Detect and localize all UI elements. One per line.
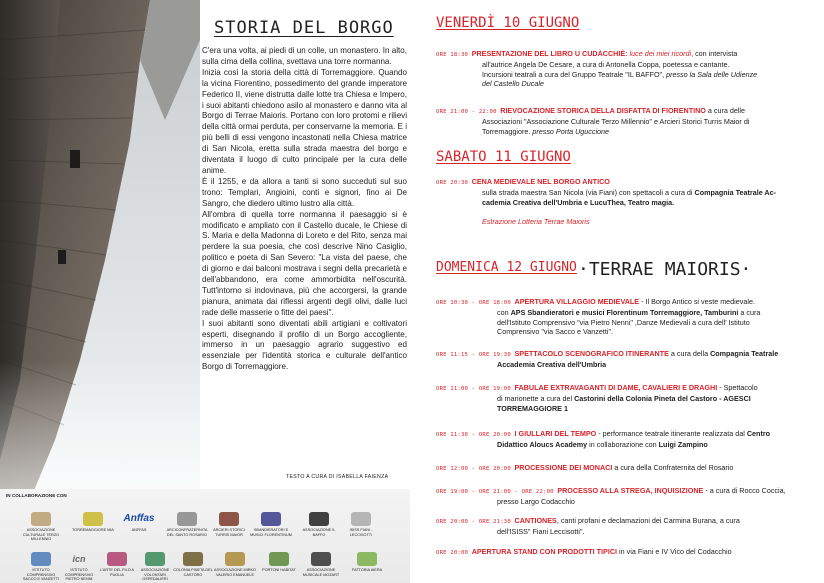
partner-logo-name: ISISS FIANI - LECCISOTTI — [349, 528, 373, 537]
event-text: luce dei miei ricordi — [629, 49, 692, 58]
event-text: Accademia Creativa dell'Umbria — [497, 360, 607, 370]
event-text: PROCESSO ALLA STREGA, INQUISIZIONE — [557, 486, 704, 495]
event-text: PRESENTAZIONE DEL LIBRO U CUDÀCCHIÈ: — [471, 49, 630, 58]
program-section — [424, 0, 824, 583]
partners-title: IN COLLABORAZIONE CON — [6, 493, 67, 498]
partner-logo-icon — [311, 552, 331, 566]
event-time: ORE 21:00 - 22:00 — [436, 109, 501, 115]
event-time: ORE 12:00 - ORE 20:00 — [436, 466, 515, 472]
event-item — [436, 106, 816, 136]
event-text: Centro — [746, 429, 771, 438]
event-text: a cura — [738, 308, 761, 318]
partner-logo — [250, 512, 292, 537]
partner-logo — [258, 552, 300, 573]
event-item — [436, 516, 816, 537]
partner-logo-icon — [357, 552, 377, 566]
partner-logo-name: ARCIERI STORICI TURRIS MAIOR — [213, 528, 245, 537]
event-time: ORE 20:00 — [436, 550, 472, 556]
event-text: sulla strada maestra San Nicola (via Fiani) con spettacoli a cura di — [482, 188, 695, 198]
event-text: Incursioni teatrali a cura del Gruppo Teatrale "IL BAFFO", — [482, 69, 667, 79]
event-text: con — [497, 308, 511, 318]
event-text: Compagnia Teatrale Ac- — [694, 188, 777, 198]
event-item — [436, 463, 816, 474]
partner-logo-icon — [183, 552, 203, 566]
event-text: - Spettacolo — [717, 383, 758, 392]
partner-logo-icon — [269, 552, 289, 566]
event-text: , canti profani e declamazioni dei Carmina Burana, a cura — [556, 516, 740, 525]
event-text: Comprensivo "via Sacco e Vanzetti". — [497, 327, 614, 337]
day-heading-saturday: SABATO 11 GIUGNO — [436, 149, 571, 165]
partner-logo — [58, 552, 100, 582]
event-text: - a cura di Rocco Coccia, — [703, 486, 786, 495]
event-text: - Il Borgo Antico si veste medievale. — [639, 297, 755, 306]
event-text: a cura della Confraternita del Rosario — [612, 463, 734, 472]
partner-logo-icon — [31, 512, 51, 526]
event-item — [436, 486, 816, 507]
partner-logo-name: ASSOCIAZIONE VOLONTARI OSPEDALIERI — [140, 568, 170, 581]
event-text: APERTURA STAND CON PRODOTTI TIPICI — [471, 547, 618, 556]
event-text: Torremaggiore. — [482, 126, 533, 136]
partner-logo — [20, 552, 62, 582]
story-paragraph: I suoi abitanti sono diventati abili artigiani e coltivatori esperti, disegnando il profilo di un Borgo accogliente, immerso in un paesaggio agrario suggestivo ed essenziale per l'identità storica e culturale dell'antico Borgo di Torremaggiore. — [202, 318, 407, 372]
event-text: APERTURA VILLAGGIO MEDIEVALE — [514, 297, 640, 306]
partner-logo-icon — [177, 512, 197, 526]
story-paragraph: C'era una volta, ai piedi di un colle, un monastero. In alto, sulla cima della collina, svettava una torre normanna. — [202, 46, 407, 66]
event-time: ORE 11:30 - ORE 20:00 — [436, 432, 515, 438]
partner-logo-name: ARCICONFRATERNITA DEL SANTO ROSARIO — [166, 528, 208, 537]
event-text: a cura della — [668, 349, 711, 358]
partner-logo-name: ASSOCIAZIONE IL BAFFO — [302, 528, 336, 537]
event-description — [436, 49, 757, 88]
terrae-maioris-brand: ·TERRAE MAIORIS· — [578, 259, 752, 280]
partner-logo — [346, 552, 388, 573]
partner-logo-icon — [145, 552, 165, 566]
partner-logo-name: TORREMAGGIORE MIA — [72, 528, 114, 532]
partner-logo — [72, 512, 114, 533]
event-text: SPETTACOLO SCENOGRAFICO ITINERANTE — [514, 349, 669, 358]
event-text: dell'Istituto Comprensivo "via Pietro Nenni" ,Danze Medievali a cura dell' Istituto — [497, 317, 750, 327]
event-text: - performance teatrale itinerante realizzata dal — [596, 429, 747, 438]
event-text: APS Sbandieratori e musici Florentinum Torremaggiore, Tamburini — [510, 308, 739, 318]
event-text: RIEVOCAZIONE STORICA DELLA DISFATTA DI FIORENTINO — [500, 106, 706, 115]
partner-logo-icon — [261, 512, 281, 526]
event-text: presso Largo Codacchio — [497, 497, 575, 507]
event-text: Associazioni "Associazione Culturale Terzo Millennio" e Arcieri Storici Turris Maior di — [482, 117, 750, 127]
partner-logo — [134, 552, 176, 582]
partner-logo-name: L'ARTE DEL FILO A PUGLIA — [99, 568, 135, 577]
day-heading-friday: VENERDÌ 10 GIUGNO — [436, 15, 580, 31]
event-text: a cura delle — [705, 106, 746, 115]
partner-logo — [20, 512, 62, 542]
day-heading-sunday: DOMENICA 12 GIUGNO — [436, 260, 577, 275]
story-body — [202, 46, 407, 373]
event-item — [436, 297, 816, 337]
event-text: del Castello Ducale — [482, 79, 544, 89]
partner-logo-name: ASSOCIAZIONE CULTURALE TERZO MILLENNIO — [22, 528, 60, 541]
event-description — [436, 177, 776, 226]
partner-logo — [96, 552, 138, 577]
event-text: dell'ISISS" Fiani Leccisotti". — [497, 527, 585, 537]
event-text: presso Porta Uguccione — [532, 126, 610, 136]
partner-logo-name: ASSOCIAZIONE MIRKO VALERIO EMANUELE — [214, 568, 256, 577]
event-time: ORE 20:30 — [436, 180, 472, 186]
partner-logo — [298, 512, 340, 537]
event-text: I GIULLARI DEL TEMPO — [514, 429, 597, 438]
partner-logo-name: ANFFAS — [131, 528, 147, 532]
event-text: Estrazione Lotteria Terrae Maioris — [482, 216, 590, 226]
event-text: Didattico Aloucs Academy — [497, 440, 588, 450]
event-text: cademia Creativa dell'Umbria e LucuThea, Teatro magia. — [482, 197, 675, 207]
partner-logo-icon: icn — [72, 554, 86, 564]
event-text: Compagnia Teatrale — [710, 349, 779, 358]
event-item — [436, 383, 816, 413]
event-text: Castorini della Colonia Pineta del Castoro - AGESCI — [574, 394, 751, 404]
partner-logo — [172, 552, 214, 577]
event-text: FABULAE EXTRAVAGANTI DI DAME, CAVALIERI E DRAGHI — [514, 383, 718, 392]
partner-logo-name: FATTORIA AIERA — [351, 568, 383, 572]
event-time: ORE 11:00 - ORE 19:00 — [436, 386, 515, 392]
event-time: ORE 18:30 — [436, 52, 472, 58]
partner-logo-icon — [31, 552, 51, 566]
event-text: CANTIONES — [514, 516, 557, 525]
story-paragraph: Inizia così la storia della città di Torremaggiore. Quando la vicina Fiorentino, possedimento del grande imperatore Federico II, viene distrutta dalle lotte tra Chiesa e Impero, i suoi abitanti chiedono asilo al monastero e danno vita al Borgo di Terrae Maioris. Portano con loro protomi e rilievi della città ormai perduta, per conservarne la memoria. E i più belli di essi vengono incastonati nella Chiesa matrice di San Nicola, eretta sulla strada maestra del borgo e diventata il luogo di culto principale per la cura delle anime. — [202, 67, 407, 175]
event-item — [436, 177, 816, 226]
event-item — [436, 349, 816, 370]
partner-logo-icon — [225, 552, 245, 566]
event-text: , con intervista — [691, 49, 738, 58]
story-credit: TESTO A CURA DI ISABELLA FAIENZA — [286, 474, 389, 480]
event-item — [436, 429, 816, 450]
event-text: presso la Sala delle Udienze — [666, 69, 758, 79]
partner-logo-name: ISTITUTO COMPRENSIVO PIETRO NENNI — [64, 568, 94, 581]
event-text: all'autrice Angela De Cesare, a cura di Antonella Coppa, poetessa e cantante. — [482, 60, 730, 70]
partner-logo-icon — [309, 512, 329, 526]
partner-logo-icon: Anffas — [123, 513, 155, 524]
partner-logo-name: SBANDIERATORI E MUSICI FLORENTINUM — [250, 528, 292, 537]
story-section — [202, 18, 407, 373]
event-text: PROCESSIONE DEI MONACI — [514, 463, 613, 472]
partner-logo-icon — [351, 512, 371, 526]
partner-logo-name: ISTITUTO COMPRENSIVO SACCO E VANZETTI — [22, 568, 60, 581]
event-text: in collaborazione con — [587, 440, 659, 450]
partner-logo-icon — [219, 512, 239, 526]
event-text: Luigi Zampino — [658, 440, 708, 450]
event-item — [436, 49, 816, 89]
event-text: CENA MEDIEVALE NEL BORGO ANTICO — [471, 177, 610, 186]
story-paragraph: All'ombra di quella torre normanna il paesaggio si è modificato e ampliato con il Castello ducale, le Chiese di S. Maria e della Madonna di Loreto e del Rito, senza mai perdere la sua poesia, che così descrive Nino Casiglio, politico e poeta di San Severo: "La vista del paese, che di giorno e dai balconi mostrava i segni della precarietà e dell'abbandono, era come ammorbidita nell'oscurità. Tutt'intorno si indovinava, più che accorgersi, la grande pianura, animata dai riflessi argenti degli olivi, dalle luci rade delle masserie o fitte dei paesi". — [202, 209, 407, 317]
event-text: in via Fiani e IV Vico del Codacchio — [617, 547, 732, 556]
event-time: ORE 10:30 - ORE 18:00 — [436, 300, 515, 306]
partner-logo-icon — [83, 512, 103, 526]
event-time: ORE 20:00 - ORE 21:30 — [436, 519, 515, 525]
partner-logo — [208, 512, 250, 537]
event-time: ORE 19:00 - ORE 21:00 - ORE 22:00 — [436, 489, 558, 495]
event-description — [515, 463, 734, 472]
partner-logo-name: ASSOCIAZIONE MUSICALE MOZART — [302, 568, 340, 577]
partner-logo — [118, 512, 160, 533]
event-text: di marionette a cura del — [497, 394, 575, 404]
partner-logo — [300, 552, 342, 577]
event-description — [472, 547, 732, 556]
event-time: ORE 11:15 - ORE 19:30 — [436, 352, 515, 358]
partner-logo — [214, 552, 256, 577]
partner-logo-icon — [107, 552, 127, 566]
story-title: STORIA DEL BORGO — [214, 18, 394, 38]
partner-logo-name: PORTONI HABITAT — [262, 568, 296, 572]
event-text: TORREMAGGIORE 1 — [497, 403, 568, 413]
partners-strip — [0, 489, 410, 583]
story-paragraph: È il 1255, e da allora a tanti si sono succeduti sul suo trono: Templari, Angioini, conti e signori, fino ai De Sangro, che diedero ultimo lustro alla città. — [202, 176, 407, 208]
partner-logo-name: COLONIA PINETA DEL CASTORO — [173, 568, 213, 577]
partner-logo — [166, 512, 208, 537]
event-item — [436, 547, 816, 558]
partner-logo — [340, 512, 382, 537]
